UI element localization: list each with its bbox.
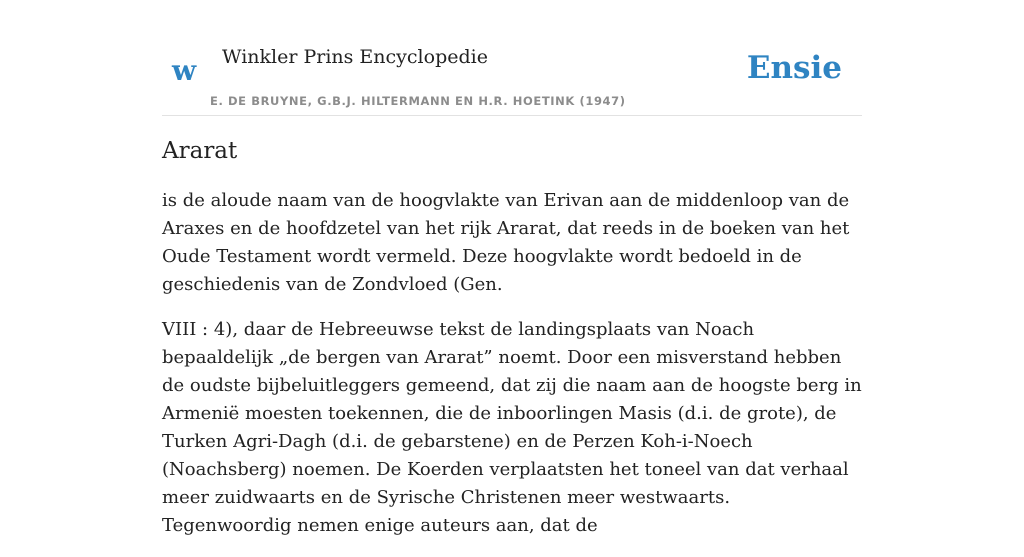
ensie-brand-link[interactable]: Ensie <box>746 50 842 86</box>
publication-logo[interactable]: w <box>172 54 198 87</box>
publication-header <box>162 36 862 116</box>
publication-authors: E. DE BRUYNE, G.B.J. HILTERMANN EN H.R. HOETINK (1947) <box>210 94 626 108</box>
entry-title: Ararat <box>162 138 238 164</box>
article-content <box>162 138 862 557</box>
article-paragraph: VIII : 4), daar de Hebreeuwse tekst de landingsplaats van Noach bepaaldelijk „de bergen van Ararat” noemt. Door een misverstand hebben de oudste bijbeluitleggers gemeend, dat zij die naam aan de hoogste berg in Armenië moesten toekennen, die de inboorlingen Masis (d.i. de grote), de Turken Agri-Dagh (d.i. de gebarstene) en de Perzen Koh-i-Noech (Noachsberg) noemen. De Koerden verplaatsten het toneel van dat verhaal meer zuidwaarts en de Syrische Christenen meer westwaarts. Tegenwoordig nemen enige auteurs aan, dat de <box>162 319 862 536</box>
article-paragraph: is de aloude naam van de hoogvlakte van Erivan aan de middenloop van de Araxes en de hoofdzetel van het rijk Ararat, dat reeds in de boeken van het Oude Testament wordt vermeld. Deze hoogvlakte wordt bedoeld in de geschiedenis van de Zondvloed (Gen. <box>162 190 850 295</box>
publication-title[interactable]: Winkler Prins Encyclopedie <box>222 46 488 68</box>
